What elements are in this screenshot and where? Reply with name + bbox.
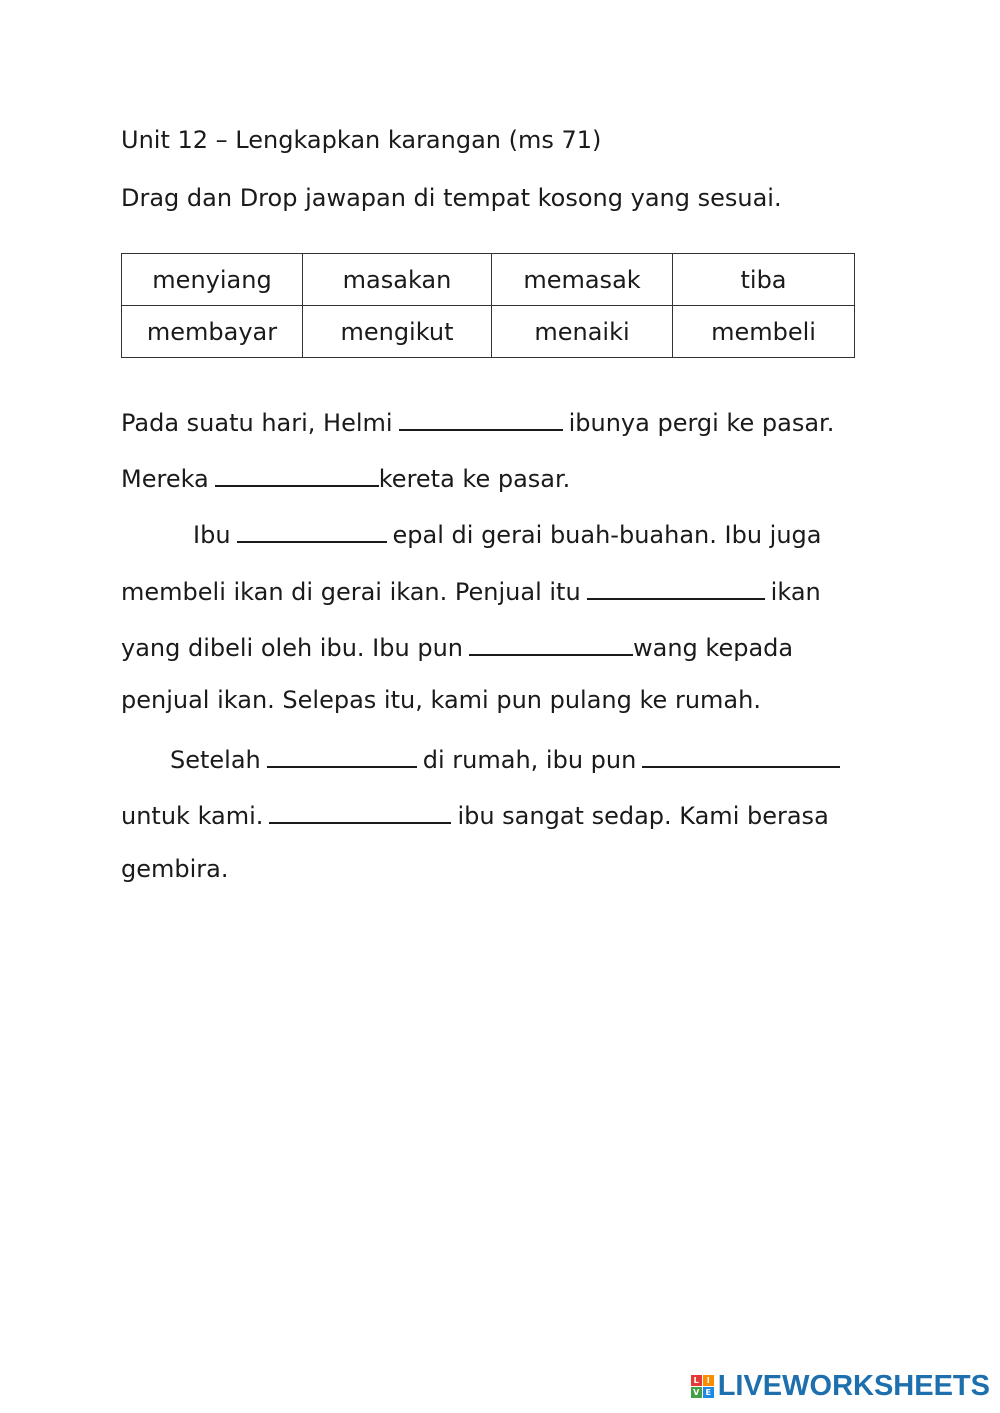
drop-blank-1[interactable] [399, 407, 563, 431]
passage-text: Pada suatu hari, Helmi [121, 409, 393, 437]
passage-line [121, 407, 834, 435]
word-tile-menyiang[interactable]: menyiang [122, 254, 303, 306]
word-bank-row [122, 306, 855, 358]
drop-blank-5[interactable] [469, 632, 633, 656]
drop-blank-2[interactable] [215, 463, 379, 487]
passage-line [121, 688, 761, 712]
liveworksheets-logo [691, 1370, 990, 1403]
drop-blank-6[interactable] [267, 744, 417, 768]
logo-tile: V [691, 1387, 702, 1398]
logo-tiles-icon [691, 1375, 714, 1398]
logo-tile: E [703, 1387, 714, 1398]
word-tile-membeli[interactable]: membeli [673, 306, 855, 358]
worksheet-instruction: Drag dan Drop jawapan di tempat kosong yang sesuai. [121, 184, 782, 212]
passage-line [121, 463, 570, 491]
passage-text: di rumah, ibu pun [422, 746, 637, 774]
passage-line [193, 519, 821, 547]
passage-line [170, 744, 846, 772]
word-bank-table [121, 253, 855, 358]
passage-text: membeli ikan di gerai ikan. Penjual itu [121, 578, 581, 606]
logo-text: LIVEWORKSHEETS [717, 1370, 990, 1402]
word-tile-masakan[interactable]: masakan [303, 254, 492, 306]
passage-line [121, 800, 829, 828]
passage-text: penjual ikan. Selepas itu, kami pun pulang ke rumah. [121, 686, 761, 714]
logo-tile: L [691, 1375, 702, 1386]
passage-text: ikan [770, 578, 821, 606]
passage-text: ibunya pergi ke pasar. [568, 409, 835, 437]
passage-line [121, 857, 228, 881]
logo-tile: I [703, 1375, 714, 1386]
word-tile-tiba[interactable]: tiba [673, 254, 855, 306]
passage-text: yang dibeli oleh ibu. Ibu pun [121, 634, 463, 662]
passage-text: wang kepada [633, 634, 794, 662]
drop-blank-7[interactable] [642, 744, 840, 768]
passage-line [121, 632, 793, 660]
drop-blank-3[interactable] [237, 519, 387, 543]
passage-text: kereta ke pasar. [378, 465, 571, 493]
word-tile-membayar[interactable]: membayar [122, 306, 303, 358]
passage-text: Setelah [170, 746, 261, 774]
passage-text: untuk kami. [121, 802, 264, 830]
passage-text: ibu sangat sedap. Kami berasa [457, 802, 829, 830]
drop-blank-8[interactable] [269, 800, 451, 824]
drop-blank-4[interactable] [587, 576, 765, 600]
passage-text: epal di gerai buah-buahan. Ibu juga [392, 521, 822, 549]
worksheet-title: Unit 12 – Lengkapkan karangan (ms 71) [121, 126, 602, 154]
word-tile-memasak[interactable]: memasak [492, 254, 673, 306]
passage-line [121, 576, 821, 604]
passage-text: gembira. [121, 855, 229, 883]
word-tile-menaiki[interactable]: menaiki [492, 306, 673, 358]
word-tile-mengikut[interactable]: mengikut [303, 306, 492, 358]
word-bank-row [122, 254, 855, 306]
passage-text: Ibu [193, 521, 231, 549]
passage-text: Mereka [121, 465, 209, 493]
